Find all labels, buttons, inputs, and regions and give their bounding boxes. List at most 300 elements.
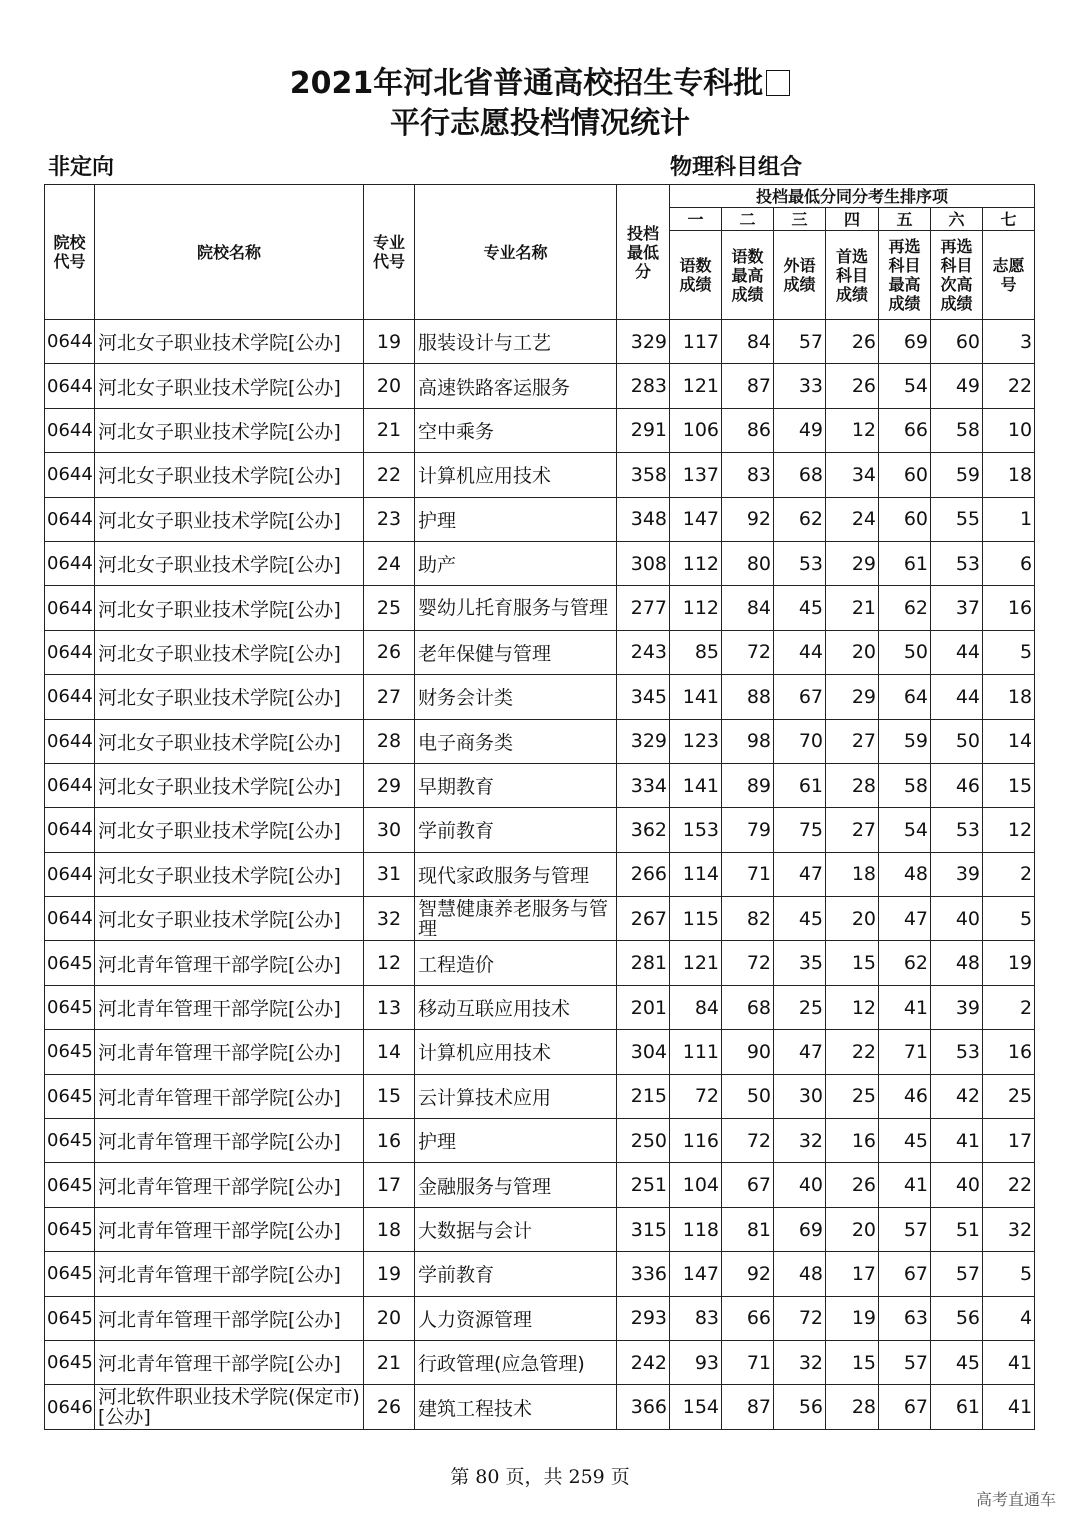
rank-value-cell: 41 [983, 1385, 1035, 1429]
min-score-cell: 329 [617, 719, 670, 763]
school-code-cell: 0645 [45, 941, 95, 985]
major-name-cell: 金融服务与管理 [415, 1163, 617, 1207]
major-name-cell: 服装设计与工艺 [415, 320, 617, 364]
school-name-cell: 河北青年管理干部学院[公办] [95, 985, 364, 1029]
rank-value-cell: 35 [774, 941, 826, 985]
major-name-cell: 人力资源管理 [415, 1296, 617, 1340]
rank-value-cell: 123 [670, 719, 722, 763]
major-name-cell: 护理 [415, 497, 617, 541]
major-code-cell: 15 [364, 1074, 415, 1118]
rank-value-cell: 6 [983, 541, 1035, 585]
rank-value-cell: 5 [983, 1252, 1035, 1296]
rank-value-cell: 17 [826, 1252, 879, 1296]
major-name-cell: 计算机应用技术 [415, 453, 617, 497]
rank-value-cell: 12 [983, 808, 1035, 852]
school-name-cell: 河北女子职业技术学院[公办] [95, 630, 364, 674]
rank-value-cell: 90 [722, 1030, 774, 1074]
rank-value-cell: 62 [774, 497, 826, 541]
rank-value-cell: 86 [722, 408, 774, 452]
table-row [45, 1385, 1035, 1429]
school-name-cell: 河北女子职业技术学院[公办] [95, 497, 364, 541]
rank-value-cell: 21 [826, 586, 879, 630]
rank-value-cell: 32 [774, 1340, 826, 1384]
rank-value-cell: 25 [826, 1074, 879, 1118]
major-name-cell: 大数据与会计 [415, 1207, 617, 1251]
rank-value-cell: 12 [826, 985, 879, 1029]
header-rank-item-3: 外语成绩 [774, 231, 826, 320]
major-code-cell: 17 [364, 1163, 415, 1207]
rank-value-cell: 84 [670, 985, 722, 1029]
page-title-line2: 平行志愿投档情况统计 [390, 106, 690, 141]
rank-value-cell: 87 [722, 364, 774, 408]
major-code-cell: 20 [364, 1296, 415, 1340]
major-code-cell: 21 [364, 408, 415, 452]
rank-value-cell: 66 [722, 1296, 774, 1340]
header-rank-6: 六 [931, 208, 983, 231]
rank-value-cell: 62 [879, 941, 931, 985]
table-row [45, 1030, 1035, 1074]
major-code-cell: 19 [364, 1252, 415, 1296]
major-code-cell: 20 [364, 364, 415, 408]
table-row [45, 1163, 1035, 1207]
rank-value-cell: 20 [826, 897, 879, 941]
rank-value-cell: 70 [774, 719, 826, 763]
rank-value-cell: 85 [670, 630, 722, 674]
school-name-cell: 河北女子职业技术学院[公办] [95, 763, 364, 807]
rank-value-cell: 59 [879, 719, 931, 763]
major-name-cell: 智慧健康养老服务与管理 [415, 897, 617, 941]
rank-value-cell: 28 [826, 763, 879, 807]
major-code-cell: 26 [364, 1385, 415, 1429]
table-row [45, 852, 1035, 896]
rank-value-cell: 57 [879, 1340, 931, 1384]
rank-value-cell: 121 [670, 941, 722, 985]
school-code-cell: 0644 [45, 630, 95, 674]
rank-value-cell: 87 [722, 1385, 774, 1429]
rank-value-cell: 19 [826, 1296, 879, 1340]
header-major-code: 专业代号 [364, 185, 415, 320]
rank-value-cell: 39 [931, 985, 983, 1029]
rank-value-cell: 5 [983, 630, 1035, 674]
rank-value-cell: 72 [722, 941, 774, 985]
rank-value-cell: 104 [670, 1163, 722, 1207]
school-code-cell: 0644 [45, 897, 95, 941]
major-name-cell: 空中乘务 [415, 408, 617, 452]
major-name-cell: 婴幼儿托育服务与管理 [415, 586, 617, 630]
rank-value-cell: 27 [826, 719, 879, 763]
school-name-cell: 河北女子职业技术学院[公办] [95, 719, 364, 763]
major-code-cell: 12 [364, 941, 415, 985]
rank-value-cell: 20 [826, 1207, 879, 1251]
rank-value-cell: 30 [774, 1074, 826, 1118]
school-code-cell: 0644 [45, 320, 95, 364]
rank-value-cell: 92 [722, 1252, 774, 1296]
rank-value-cell: 55 [931, 497, 983, 541]
header-rank-4: 四 [826, 208, 879, 231]
header-rank-3: 三 [774, 208, 826, 231]
rank-value-cell: 25 [774, 985, 826, 1029]
rank-value-cell: 93 [670, 1340, 722, 1384]
table-row [45, 364, 1035, 408]
school-code-cell: 0644 [45, 763, 95, 807]
rank-value-cell: 153 [670, 808, 722, 852]
school-name-cell: 河北女子职业技术学院[公办] [95, 453, 364, 497]
school-name-cell: 河北青年管理干部学院[公办] [95, 1030, 364, 1074]
rank-value-cell: 88 [722, 675, 774, 719]
rank-value-cell: 16 [983, 1030, 1035, 1074]
rank-value-cell: 29 [826, 675, 879, 719]
school-code-cell: 0644 [45, 497, 95, 541]
table-row [45, 1119, 1035, 1163]
rank-value-cell: 48 [774, 1252, 826, 1296]
school-code-cell: 0645 [45, 1119, 95, 1163]
major-code-cell: 16 [364, 1119, 415, 1163]
rank-value-cell: 56 [774, 1385, 826, 1429]
header-rank-item-4: 首选科目成绩 [826, 231, 879, 320]
rank-value-cell: 72 [722, 630, 774, 674]
rank-value-cell: 58 [931, 408, 983, 452]
rank-value-cell: 79 [722, 808, 774, 852]
major-code-cell: 29 [364, 763, 415, 807]
rank-value-cell: 66 [879, 408, 931, 452]
school-name-cell: 河北女子职业技术学院[公办] [95, 364, 364, 408]
school-name-cell: 河北青年管理干部学院[公办] [95, 1163, 364, 1207]
major-name-cell: 现代家政服务与管理 [415, 852, 617, 896]
major-name-cell: 高速铁路客运服务 [415, 364, 617, 408]
rank-value-cell: 17 [983, 1119, 1035, 1163]
rank-value-cell: 154 [670, 1385, 722, 1429]
rank-value-cell: 15 [826, 941, 879, 985]
min-score-cell: 366 [617, 1385, 670, 1429]
rank-value-cell: 61 [879, 541, 931, 585]
rank-value-cell: 98 [722, 719, 774, 763]
major-name-cell: 建筑工程技术 [415, 1385, 617, 1429]
school-name-cell: 河北女子职业技术学院[公办] [95, 541, 364, 585]
min-score-cell: 293 [617, 1296, 670, 1340]
rank-value-cell: 25 [983, 1074, 1035, 1118]
rank-value-cell: 27 [826, 808, 879, 852]
school-code-cell: 0644 [45, 453, 95, 497]
rank-value-cell: 22 [983, 1163, 1035, 1207]
min-score-cell: 329 [617, 320, 670, 364]
school-name-cell: 河北青年管理干部学院[公办] [95, 1296, 364, 1340]
rank-value-cell: 41 [931, 1119, 983, 1163]
school-code-cell: 0645 [45, 1207, 95, 1251]
rank-value-cell: 80 [722, 541, 774, 585]
school-code-cell: 0644 [45, 852, 95, 896]
rank-value-cell: 40 [774, 1163, 826, 1207]
rank-value-cell: 115 [670, 897, 722, 941]
major-name-cell: 移动互联应用技术 [415, 985, 617, 1029]
major-name-cell: 学前教育 [415, 808, 617, 852]
school-name-cell: 河北女子职业技术学院[公办] [95, 675, 364, 719]
rank-value-cell: 14 [983, 719, 1035, 763]
rank-value-cell: 15 [826, 1340, 879, 1384]
rank-value-cell: 62 [879, 586, 931, 630]
header-rank-item-2: 语数最高成绩 [722, 231, 774, 320]
school-name-cell: 河北女子职业技术学院[公办] [95, 852, 364, 896]
rank-value-cell: 5 [983, 897, 1035, 941]
rank-value-cell: 83 [670, 1296, 722, 1340]
major-code-cell: 23 [364, 497, 415, 541]
rank-value-cell: 60 [931, 320, 983, 364]
rank-value-cell: 83 [722, 453, 774, 497]
rank-value-cell: 68 [774, 453, 826, 497]
major-name-cell: 早期教育 [415, 763, 617, 807]
major-code-cell: 24 [364, 541, 415, 585]
table-row [45, 941, 1035, 985]
rank-value-cell: 2 [983, 852, 1035, 896]
header-school-name: 院校名称 [95, 185, 364, 320]
table-row [45, 630, 1035, 674]
rank-value-cell: 46 [931, 763, 983, 807]
rank-value-cell: 72 [722, 1119, 774, 1163]
rank-value-cell: 71 [722, 1340, 774, 1384]
title-text: 2021年河北省普通高校招生专科批 [289, 66, 764, 101]
min-score-cell: 243 [617, 630, 670, 674]
table-row [45, 985, 1035, 1029]
major-code-cell: 25 [364, 586, 415, 630]
rank-value-cell: 18 [983, 675, 1035, 719]
rank-value-cell: 24 [826, 497, 879, 541]
school-code-cell: 0645 [45, 985, 95, 1029]
major-name-cell: 财务会计类 [415, 675, 617, 719]
major-name-cell: 云计算技术应用 [415, 1074, 617, 1118]
table-row [45, 763, 1035, 807]
rank-value-cell: 53 [774, 541, 826, 585]
school-code-cell: 0644 [45, 586, 95, 630]
school-code-cell: 0644 [45, 675, 95, 719]
rank-value-cell: 3 [983, 320, 1035, 364]
table-row [45, 1074, 1035, 1118]
school-name-cell: 河北青年管理干部学院[公办] [95, 1252, 364, 1296]
rank-value-cell: 22 [826, 1030, 879, 1074]
school-name-cell: 河北女子职业技术学院[公办] [95, 408, 364, 452]
school-code-cell: 0644 [45, 541, 95, 585]
rank-value-cell: 67 [879, 1385, 931, 1429]
school-name-cell: 河北女子职业技术学院[公办] [95, 586, 364, 630]
rank-value-cell: 84 [722, 320, 774, 364]
school-code-cell: 0645 [45, 1074, 95, 1118]
rank-value-cell: 41 [983, 1340, 1035, 1384]
rank-value-cell: 26 [826, 320, 879, 364]
major-name-cell: 护理 [415, 1119, 617, 1163]
major-name-cell: 学前教育 [415, 1252, 617, 1296]
rank-value-cell: 16 [983, 586, 1035, 630]
rank-value-cell: 106 [670, 408, 722, 452]
rank-value-cell: 19 [983, 941, 1035, 985]
table-row [45, 675, 1035, 719]
major-code-cell: 26 [364, 630, 415, 674]
min-score-cell: 345 [617, 675, 670, 719]
rank-value-cell: 29 [826, 541, 879, 585]
rank-value-cell: 48 [879, 852, 931, 896]
major-name-cell: 助产 [415, 541, 617, 585]
rank-value-cell: 22 [983, 364, 1035, 408]
major-name-cell: 电子商务类 [415, 719, 617, 763]
rank-value-cell: 121 [670, 364, 722, 408]
rank-value-cell: 44 [774, 630, 826, 674]
school-code-cell: 0645 [45, 1340, 95, 1384]
rank-value-cell: 49 [774, 408, 826, 452]
watermark: 高考直通车 [975, 1490, 1056, 1509]
rank-value-cell: 54 [879, 808, 931, 852]
table-row [45, 808, 1035, 852]
major-name-cell: 行政管理(应急管理) [415, 1340, 617, 1384]
min-score-cell: 348 [617, 497, 670, 541]
admission-table [44, 184, 1035, 1430]
rank-value-cell: 57 [931, 1252, 983, 1296]
table-row [45, 586, 1035, 630]
rank-value-cell: 64 [879, 675, 931, 719]
rank-value-cell: 53 [931, 808, 983, 852]
rank-value-cell: 141 [670, 675, 722, 719]
rank-value-cell: 71 [879, 1030, 931, 1074]
rank-value-cell: 47 [774, 852, 826, 896]
major-code-cell: 13 [364, 985, 415, 1029]
rank-value-cell: 69 [879, 320, 931, 364]
rank-value-cell: 69 [774, 1207, 826, 1251]
school-name-cell: 河北女子职业技术学院[公办] [95, 897, 364, 941]
rank-value-cell: 92 [722, 497, 774, 541]
min-score-cell: 362 [617, 808, 670, 852]
min-score-cell: 315 [617, 1207, 670, 1251]
rank-value-cell: 20 [826, 630, 879, 674]
rank-value-cell: 34 [826, 453, 879, 497]
rank-value-cell: 58 [879, 763, 931, 807]
rank-value-cell: 56 [931, 1296, 983, 1340]
major-code-cell: 31 [364, 852, 415, 896]
page-footer: 第 80 页，共 259 页 [450, 1466, 630, 1488]
rank-value-cell: 37 [931, 586, 983, 630]
school-code-cell: 0644 [45, 408, 95, 452]
rank-value-cell: 47 [774, 1030, 826, 1074]
header-rank-item-7: 志愿号 [983, 231, 1035, 320]
rank-value-cell: 16 [826, 1119, 879, 1163]
school-code-cell: 0645 [45, 1030, 95, 1074]
rank-value-cell: 1 [983, 497, 1035, 541]
school-code-cell: 0646 [45, 1385, 95, 1429]
major-code-cell: 19 [364, 320, 415, 364]
major-name-cell: 计算机应用技术 [415, 1030, 617, 1074]
rank-value-cell: 40 [931, 897, 983, 941]
rank-value-cell: 45 [774, 586, 826, 630]
rank-value-cell: 59 [931, 453, 983, 497]
rank-value-cell: 72 [774, 1296, 826, 1340]
major-code-cell: 21 [364, 1340, 415, 1384]
table-row [45, 1340, 1035, 1384]
min-score-cell: 281 [617, 941, 670, 985]
rank-value-cell: 117 [670, 320, 722, 364]
rank-value-cell: 4 [983, 1296, 1035, 1340]
min-score-cell: 291 [617, 408, 670, 452]
missing-glyph-box [766, 70, 790, 96]
rank-value-cell: 75 [774, 808, 826, 852]
rank-value-cell: 61 [774, 763, 826, 807]
rank-value-cell: 67 [774, 675, 826, 719]
min-score-cell: 358 [617, 453, 670, 497]
rank-value-cell: 42 [931, 1074, 983, 1118]
rank-value-cell: 141 [670, 763, 722, 807]
rank-value-cell: 60 [879, 497, 931, 541]
major-code-cell: 32 [364, 897, 415, 941]
table-row [45, 1207, 1035, 1251]
table-row [45, 897, 1035, 941]
major-code-cell: 27 [364, 675, 415, 719]
school-code-cell: 0644 [45, 808, 95, 852]
rank-value-cell: 32 [983, 1207, 1035, 1251]
rank-value-cell: 71 [722, 852, 774, 896]
rank-value-cell: 18 [826, 852, 879, 896]
min-score-cell: 304 [617, 1030, 670, 1074]
school-name-cell: 河北青年管理干部学院[公办] [95, 1074, 364, 1118]
rank-value-cell: 12 [826, 408, 879, 452]
school-name-cell: 河北软件职业技术学院(保定市)[公办] [95, 1385, 364, 1429]
major-name-cell: 老年保健与管理 [415, 630, 617, 674]
rank-value-cell: 84 [722, 586, 774, 630]
rank-value-cell: 68 [722, 985, 774, 1029]
table-row [45, 453, 1035, 497]
header-rank-2: 二 [722, 208, 774, 231]
table-row [45, 497, 1035, 541]
header-rank-item-5: 再选科目最高成绩 [879, 231, 931, 320]
school-code-cell: 0644 [45, 719, 95, 763]
rank-value-cell: 50 [879, 630, 931, 674]
rank-value-cell: 45 [774, 897, 826, 941]
rank-value-cell: 49 [931, 364, 983, 408]
header-rank-group: 投档最低分同分考生排序项 [670, 185, 1035, 208]
rank-value-cell: 72 [670, 1074, 722, 1118]
major-code-cell: 14 [364, 1030, 415, 1074]
table-row [45, 408, 1035, 452]
school-name-cell: 河北青年管理干部学院[公办] [95, 1340, 364, 1384]
school-code-cell: 0645 [45, 1296, 95, 1340]
header-min-score: 投档最低分 [617, 185, 670, 320]
rank-value-cell: 57 [774, 320, 826, 364]
rank-value-cell: 54 [879, 364, 931, 408]
rank-value-cell: 18 [983, 453, 1035, 497]
subtitle-right: 物理科目组合 [670, 155, 803, 180]
min-score-cell: 250 [617, 1119, 670, 1163]
rank-value-cell: 81 [722, 1207, 774, 1251]
school-code-cell: 0645 [45, 1163, 95, 1207]
rank-value-cell: 112 [670, 586, 722, 630]
rank-value-cell: 26 [826, 364, 879, 408]
rank-value-cell: 57 [879, 1207, 931, 1251]
table-row [45, 1252, 1035, 1296]
rank-value-cell: 53 [931, 1030, 983, 1074]
min-score-cell: 336 [617, 1252, 670, 1296]
school-code-cell: 0645 [45, 1252, 95, 1296]
min-score-cell: 277 [617, 586, 670, 630]
table-row [45, 1296, 1035, 1340]
rank-value-cell: 44 [931, 630, 983, 674]
header-rank-item-1: 语数成绩 [670, 231, 722, 320]
rank-value-cell: 2 [983, 985, 1035, 1029]
rank-value-cell: 15 [983, 763, 1035, 807]
header-rank-7: 七 [983, 208, 1035, 231]
school-name-cell: 河北青年管理干部学院[公办] [95, 941, 364, 985]
rank-value-cell: 45 [879, 1119, 931, 1163]
rank-value-cell: 41 [879, 985, 931, 1029]
min-score-cell: 266 [617, 852, 670, 896]
rank-value-cell: 46 [879, 1074, 931, 1118]
rank-value-cell: 44 [931, 675, 983, 719]
rank-value-cell: 47 [879, 897, 931, 941]
school-name-cell: 河北女子职业技术学院[公办] [95, 808, 364, 852]
min-score-cell: 201 [617, 985, 670, 1029]
rank-value-cell: 67 [879, 1252, 931, 1296]
